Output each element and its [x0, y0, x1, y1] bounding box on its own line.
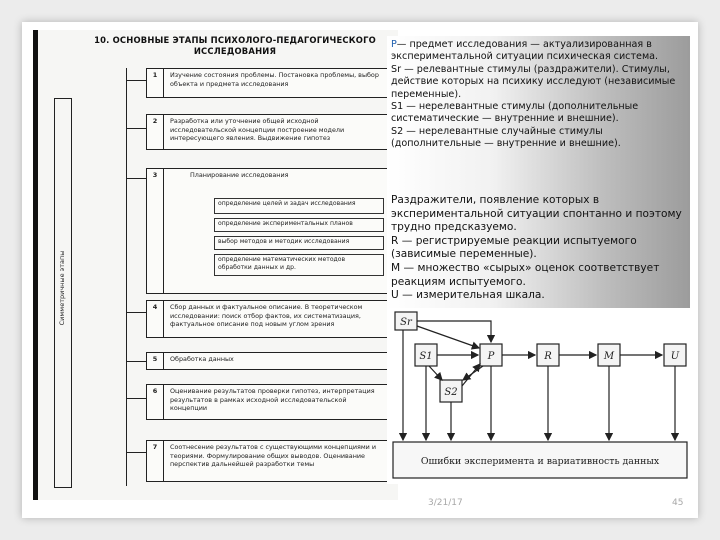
connector-5 [126, 361, 146, 362]
substep-2: определение экспериментальных планов [214, 218, 384, 232]
stage-5 [146, 352, 388, 370]
definitions-block-2 [391, 194, 687, 303]
stage-number: 7 [147, 441, 164, 481]
definition-sr: Sr — релевантные стимулы (раздражители). Стимулы, действие которых на психику исследуют (независимые переменные). [391, 63, 676, 100]
stage-text: Соотнесение результатов с существующими концепциями и теориями. Формулирование общих выводов. Оценивание перспектив дальнейшей разработки темы [170, 443, 376, 469]
stage-4 [146, 300, 388, 338]
stage-text: Сбор данных и фактуальное описание. В теоретическом исследовании: поиск отбор фактов, их систематизация, фактуальное описание под новым углом зрения [170, 303, 363, 329]
flowchart-spine [126, 68, 127, 486]
stage-number: 2 [147, 115, 164, 149]
flowchart-title: 10. ОСНОВНЫЕ ЭТАПЫ ПСИХОЛОГО-ПЕДАГОГИЧЕСКОГО ИССЛЕДОВАНИЯ [94, 35, 376, 56]
node-r-label: R [544, 351, 552, 362]
stage-number: 5 [147, 353, 164, 369]
connector-6 [126, 398, 146, 399]
connector-4 [126, 312, 146, 313]
connector-1 [126, 80, 146, 81]
stimuli-note: Раздражители, появление которых в экспериментальной ситуации спонтанно и поэтому трудно предсказуемо. [391, 194, 682, 234]
definition-m: M — множество «сырых» оценок соответствует реакциям испытуемого. [391, 261, 660, 288]
stage-number: 1 [147, 69, 164, 97]
stage-text: Обработка данных [170, 355, 234, 363]
node-sr-label: Sr [400, 317, 412, 328]
stage-number: 6 [147, 385, 164, 419]
node-u-label: U [670, 351, 680, 362]
stage-text: Оценивание результатов проверки гипотез, интерпретация результатов в рамках исходной исследовательской концепции [170, 387, 375, 413]
stage-number: 4 [147, 301, 164, 337]
stage-text: Планирование исследования [190, 171, 289, 179]
substep-4: определение математических методов обработки данных и др. [214, 254, 384, 276]
node-m-label: M [603, 351, 615, 362]
stage-2 [146, 114, 388, 150]
experiment-diagram [387, 308, 690, 484]
connector-3 [126, 178, 146, 179]
definition-s2: S2 — нерелевантные случайные стимулы (дополнительные — внутренние и внешние). [391, 125, 621, 150]
stages-flowchart [33, 30, 398, 500]
page-number: 45 [672, 498, 684, 508]
connector-7 [126, 452, 146, 453]
node-p-label: P [487, 351, 495, 362]
p-symbol: P [391, 39, 397, 50]
stage-6 [146, 384, 388, 420]
symmetric-stages-label: Симметричные этапы [58, 250, 66, 326]
substep-1: определение целей и задач исследования [214, 198, 384, 214]
node-s2-label: S2 [444, 387, 458, 398]
p-definition: — предмет исследования — актуализированная в экспериментальной ситуации психическая система. [391, 39, 659, 63]
stage-7 [146, 440, 388, 482]
stage-text: Изучение состояния проблемы. Постановка проблемы, выбор объекта и предмета исследования [170, 71, 379, 88]
footer-date: 3/21/17 [428, 498, 463, 508]
definition-u: U — измерительная шкала. [391, 289, 545, 302]
definition-r: R — регистрируемые реакции испытуемого (зависимые переменные). [391, 234, 637, 261]
definition-s1: S1 — нерелевантные стимулы (дополнительные систематические — внутренние и внешние). [391, 101, 639, 125]
substep-3: выбор методов и методик исследования [214, 236, 384, 250]
definition-p [391, 39, 687, 64]
stage-1 [146, 68, 388, 98]
connector-2 [126, 128, 146, 129]
node-s1-label: S1 [419, 351, 433, 362]
stage-text: Разработка или уточнение общей исходной исследовательской концепции построение модели интересующего явления. Выдвижение гипотез [170, 117, 345, 143]
stage-number: 3 [147, 169, 164, 293]
errors-label: Ошибки эксперимента и вариативность данных [420, 456, 660, 467]
definitions-block [391, 39, 687, 151]
